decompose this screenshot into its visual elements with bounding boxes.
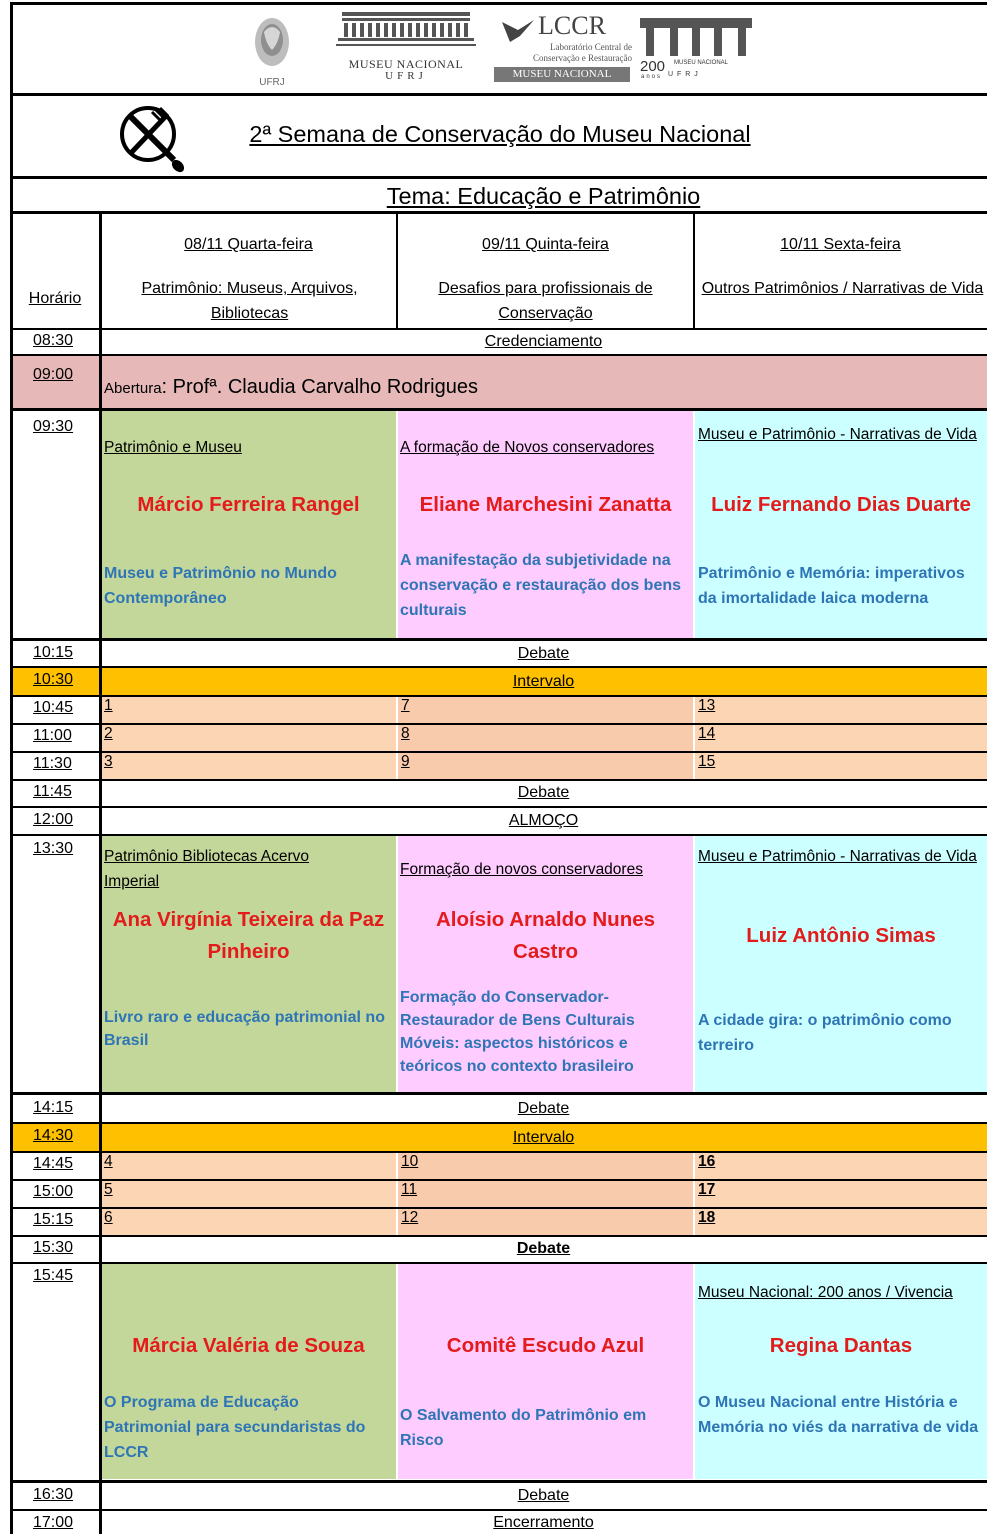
- row-abertura: [104, 374, 478, 402]
- session2-day3-topic: Museu e Patrimônio - Narrativas de Vida: [698, 848, 977, 865]
- slot-11: [398, 1181, 693, 1207]
- row-debate-5: Debate: [517, 1487, 570, 1504]
- session3-day3-speaker: Regina Dantas: [769, 1334, 913, 1357]
- session2-day1-topic: Patrimônio Bibliotecas Acervo Imperial: [104, 848, 310, 890]
- slot-number: 12: [401, 1209, 419, 1226]
- slot-6: [101, 1209, 396, 1235]
- row-intervalo-1: Intervalo: [512, 672, 575, 690]
- time-1200: 12:00: [33, 811, 74, 828]
- cutlery-icon: [108, 98, 188, 176]
- session2-day2-talk: Formação do Conservador-Restaurador de Bens Culturais Móveis: aspectos históricos e teóricos no contexto brasileiro: [400, 989, 635, 1075]
- slot-14: [695, 725, 987, 751]
- session1-day3-talk: Patrimônio e Memória: imperativos da imortalidade laica moderna: [698, 565, 965, 607]
- session1-day2: [398, 411, 693, 638]
- row-debate-4: Debate: [516, 1240, 571, 1257]
- time-1700: 17:00: [33, 1514, 74, 1531]
- time-1100: 11:00: [33, 727, 72, 744]
- time-0930: 09:30: [33, 418, 74, 435]
- row-intervalo-2: Intervalo: [512, 1128, 575, 1146]
- session1-day3-topic: Museu e Patrimônio - Narrativas de Vida: [698, 426, 977, 443]
- slot-number: 1: [104, 697, 113, 714]
- session1-day2-talk: A manifestação da subjetividade na conservação e restauração dos bens culturais: [400, 552, 682, 619]
- time-1045: 10:45: [33, 699, 74, 716]
- session3-day1-talk: O Programa de Educação Patrimonial para secundaristas do LCCR: [104, 1394, 366, 1461]
- session1-day1: [101, 411, 396, 638]
- time-1145: 11:45: [33, 783, 72, 800]
- session3-day2: [398, 1264, 693, 1479]
- day-3-theme: Outros Patrimônios / Narrativas de Vida: [701, 280, 984, 297]
- session2-day1-talk: Livro raro e educação patrimonial no Brasil: [104, 1009, 385, 1049]
- slot-12: [398, 1209, 693, 1235]
- day-1-date: 08/11 Quarta-feira: [184, 236, 313, 253]
- time-1530: 15:30: [33, 1239, 74, 1256]
- anos-museu-caption: MUSEU NACIONAL: [674, 60, 729, 66]
- time-0900: 09:00: [33, 366, 74, 383]
- slot-16: [695, 1153, 987, 1179]
- session1-day1-talk: Museu e Patrimônio no Mundo Contemporâneo: [104, 565, 337, 607]
- slot-number: 13: [698, 697, 716, 714]
- museu-nacional-caption: MUSEU NACIONAL: [348, 57, 464, 71]
- lccr-subtitle-2: Conservação e Restauração: [533, 53, 632, 63]
- slot-number: 10: [401, 1153, 419, 1170]
- slot-3: [101, 753, 396, 779]
- slot-number: 5: [104, 1181, 113, 1198]
- session3-day1-speaker: Márcia Valéria de Souza: [132, 1334, 365, 1357]
- slot-number: 9: [401, 753, 410, 770]
- time-1030: 10:30: [33, 671, 74, 688]
- lccr-title: LCCR: [538, 11, 606, 40]
- abertura-name: : Profª. Claudia Carvalho Rodrigues: [161, 376, 478, 398]
- slot-8: [398, 725, 693, 751]
- session3-day3: [695, 1264, 987, 1479]
- row-credenciamento: Credenciamento: [484, 333, 603, 350]
- session1-day3-speaker: Luiz Fernando Dias Duarte: [711, 493, 971, 516]
- session1-day2-speaker: Eliane Marchesini Zanatta: [419, 493, 672, 516]
- slot-17: [695, 1181, 987, 1207]
- time-0830: 08:30: [33, 332, 74, 349]
- lccr-bar: MUSEU NACIONAL: [494, 67, 630, 82]
- time-1445: 14:45: [33, 1155, 74, 1172]
- session3-day1: [101, 1264, 396, 1479]
- slot-number: 15: [698, 753, 716, 770]
- lccr-emblem-icon: [500, 16, 536, 44]
- time-1330: 13:30: [33, 840, 74, 857]
- session2-day2-topic: Formação de novos conservadores: [400, 861, 643, 878]
- day-1-theme: Patrimônio: Museus, Arquivos, Bibliotecas: [141, 280, 358, 322]
- time-1430: 14:30: [33, 1127, 74, 1144]
- session3-day3-talk: O Museu Nacional entre História e Memória no viés da narrativa de vida: [698, 1394, 979, 1436]
- slot-4: [101, 1153, 396, 1179]
- time-1130: 11:30: [33, 755, 72, 772]
- session1-day1-topic: Patrimônio e Museu: [104, 439, 242, 456]
- slot-2: [101, 725, 396, 751]
- time-1515: 15:15: [33, 1211, 74, 1228]
- slot-10: [398, 1153, 693, 1179]
- slot-number: 7: [401, 697, 410, 714]
- slot-number: 17: [698, 1181, 716, 1198]
- row-debate-2: Debate: [517, 784, 570, 801]
- day-3-date: 10/11 Sexta-feira: [780, 236, 901, 253]
- logo-museu-nacional: [336, 10, 476, 90]
- time-1015: 10:15: [33, 644, 74, 661]
- ufrj-seal-icon: [252, 14, 292, 76]
- slot-15: [695, 753, 987, 779]
- slot-number: 14: [698, 725, 716, 742]
- session2-day1-speaker: Ana Virgínia Teixeira da Paz Pinheiro: [112, 908, 385, 963]
- museum-building-icon: [336, 10, 476, 52]
- slot-13: [695, 697, 987, 723]
- day-2-date: 09/11 Quinta-feira: [482, 236, 609, 253]
- logo-ufrj: [252, 14, 292, 94]
- 200-anos-building-icon: [640, 18, 752, 58]
- session3-day2-speaker: Comitê Escudo Azul: [446, 1334, 645, 1357]
- slot-number: 3: [104, 753, 113, 770]
- session2-day2: [398, 836, 693, 1092]
- page-title: 2ª Semana de Conservação do Museu Nacional: [249, 121, 751, 147]
- anos-number: 200: [640, 58, 666, 75]
- slot-number: 18: [698, 1209, 716, 1226]
- slot-5: [101, 1181, 396, 1207]
- session2-day2-speaker: Aloísio Arnaldo Nunes Castro: [435, 908, 656, 963]
- session2-day3-talk: A cidade gira: o patrimônio como terreiro: [698, 1012, 952, 1054]
- time-1415: 14:15: [33, 1099, 74, 1116]
- session2-day3-speaker: Luiz Antônio Simas: [746, 924, 936, 947]
- session1-day2-topic: A formação de Novos conservadores: [400, 439, 655, 456]
- ufrj-caption: UFRJ: [259, 77, 285, 88]
- slot-number: 2: [104, 725, 113, 742]
- time-column-header: Horário: [28, 290, 82, 307]
- logo-200-anos: [640, 18, 752, 84]
- row-almoco: ALMOÇO: [508, 812, 579, 829]
- lccr-subtitle-1: Laboratório Central de: [550, 42, 632, 52]
- row-debate-1: Debate: [517, 645, 570, 662]
- session1-day3: [695, 411, 987, 638]
- slot-number: 16: [698, 1153, 716, 1170]
- slot-number: 11: [401, 1181, 418, 1198]
- museu-ufrj-caption: UFRJ: [385, 70, 427, 82]
- session2-day3: [695, 836, 987, 1092]
- row-debate-3: Debate: [517, 1100, 570, 1117]
- session3-day3-topic: Museu Nacional: 200 anos / Vivencia: [698, 1284, 953, 1301]
- slot-number: 6: [104, 1209, 113, 1226]
- time-1500: 15:00: [33, 1183, 74, 1200]
- slot-9: [398, 753, 693, 779]
- logo-lccr: [492, 12, 632, 88]
- slot-18: [695, 1209, 987, 1235]
- slot-number: 4: [104, 1153, 113, 1170]
- session1-day1-speaker: Márcio Ferreira Rangel: [137, 493, 360, 516]
- slot-number: 8: [401, 725, 410, 742]
- abertura-prefix: Abertura: [104, 380, 162, 397]
- slot-1: [101, 697, 396, 723]
- session3-day2-talk: O Salvamento do Patrimônio em Risco: [400, 1407, 647, 1449]
- day-2-theme: Desafios para profissionais de Conservação: [438, 280, 653, 322]
- time-1545: 15:45: [33, 1267, 74, 1284]
- slot-7: [398, 697, 693, 723]
- row-encerramento: Encerramento: [493, 1513, 594, 1531]
- anos-word: anos: [641, 74, 663, 80]
- time-1630: 16:30: [33, 1486, 74, 1503]
- session2-day1: [101, 836, 396, 1092]
- anos-ufrj-caption: U F R J: [668, 71, 699, 78]
- theme-title: Tema: Educação e Patrimônio: [386, 183, 701, 209]
